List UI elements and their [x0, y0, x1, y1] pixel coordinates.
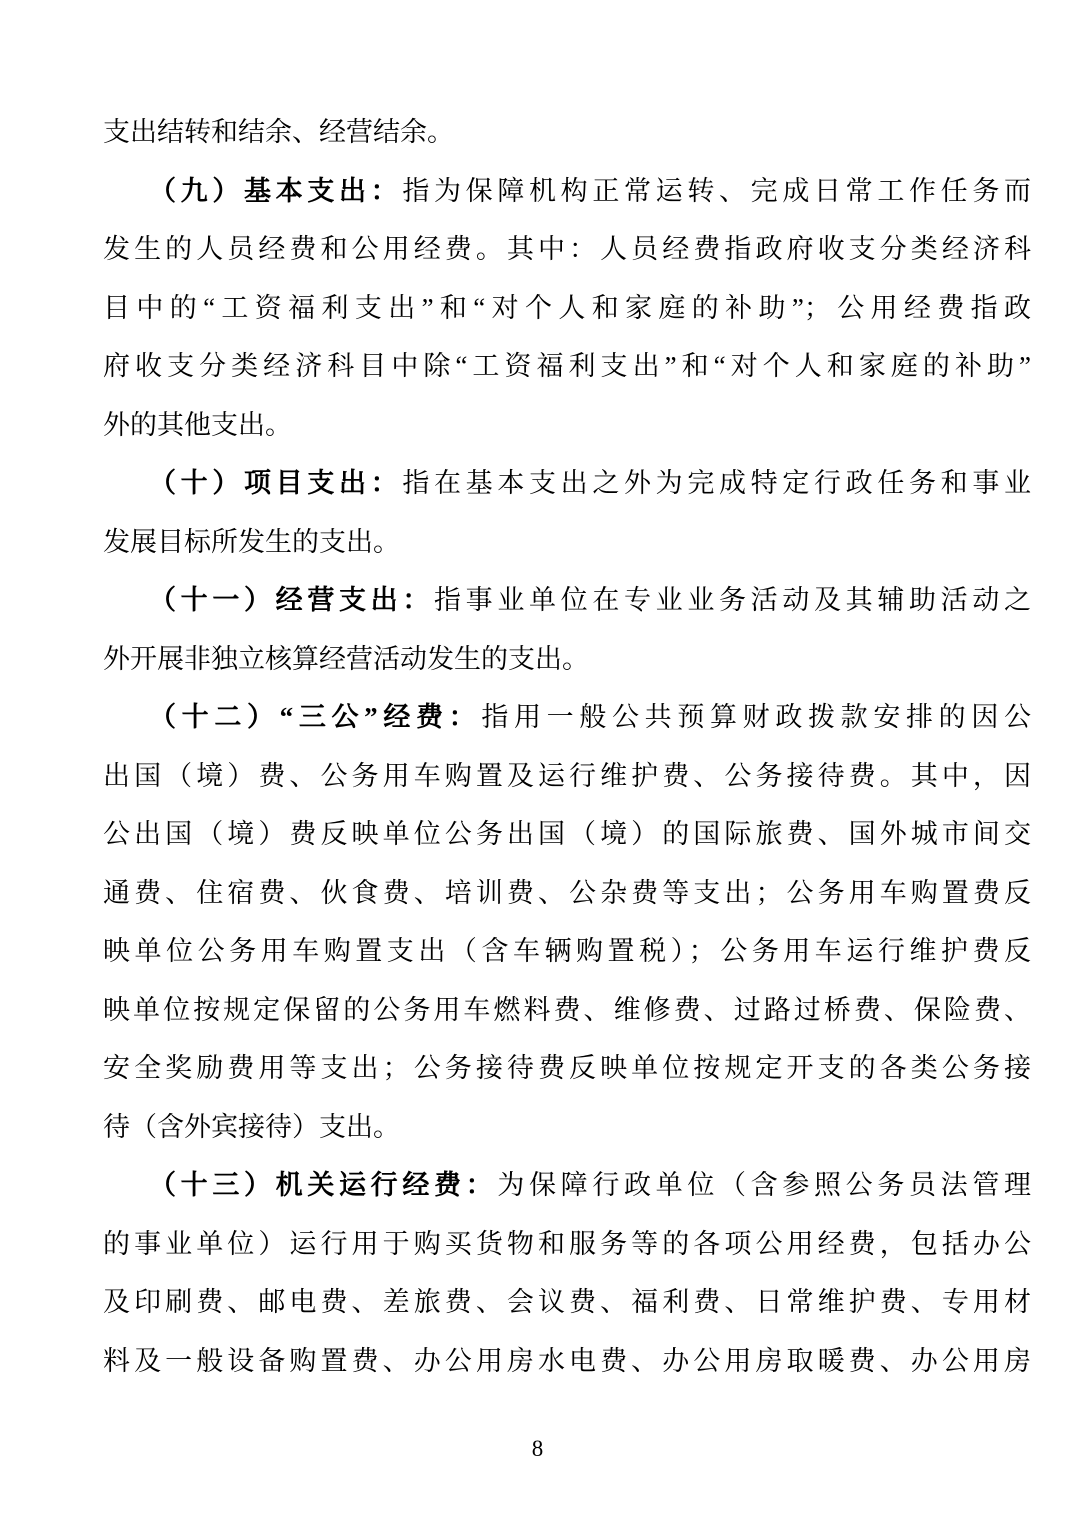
paragraph: [103, 103, 1031, 162]
text-line: [103, 103, 1031, 162]
paragraph: [103, 1156, 1031, 1390]
page-number: 8: [531, 1436, 544, 1461]
text-line: 外开展非独立核算经营活动发生的支出。: [103, 643, 589, 674]
text-line: 安全奖励费用等支出；公务接待费反映单位按规定开支的各类公务接: [103, 1053, 1031, 1083]
clause-text: 指在基本支出之外为完成特定行政任务和事业: [402, 468, 1032, 498]
clause-heading: （十一）经营支出：: [149, 585, 434, 615]
paragraph: [103, 162, 1031, 455]
text-line: 发展目标所发生的支出。: [103, 526, 400, 557]
text-line: 发生的人员经费和公用经费。其中：人员经费指政府收支分类经济科: [103, 234, 1031, 264]
paragraph: [103, 688, 1031, 1156]
paragraph: [103, 454, 1031, 571]
clause-heading: （九）基本支出：: [149, 175, 403, 206]
text-line: [103, 1156, 1031, 1215]
text-line: 映单位公务用车购置支出（含车辆购置税）；公务用车运行维护费反: [103, 936, 1031, 966]
paragraph: [103, 571, 1031, 688]
text-line: [103, 454, 1031, 513]
text-line: [103, 688, 1031, 747]
text-line: 的事业单位）运行用于购买货物和服务等的各项公用经费，包括办公: [103, 1228, 1031, 1259]
clause-text: 为保障行政单位（含参照公务员法管理: [497, 1170, 1032, 1200]
text-line: 出国（境）费、公务用车购置及运行维护费、公务接待费。其中，因: [103, 760, 1031, 791]
text-line: 映单位按规定保留的公务用车燃料费、维修费、过路过桥费、保险费、: [103, 994, 1031, 1025]
clause-text: 指事业单位在专业业务活动及其辅助活动之: [434, 585, 1031, 615]
text-line: [103, 162, 1031, 221]
text-line: 通费、住宿费、伙食费、培训费、公杂费等支出；公务用车购置费反: [103, 877, 1031, 908]
clause-heading: （十二）“三公”经费：: [149, 702, 482, 732]
text-line: 待（含外宾接待）支出。: [103, 1111, 400, 1142]
text-line: 料及一般设备购置费、办公用房水电费、办公用房取暖费、办公用房: [103, 1345, 1031, 1376]
text-line: [103, 571, 1031, 630]
text-line: 外的其他支出。: [103, 409, 292, 440]
text-line: 目中的“工资福利支出”和“对个人和家庭的补助”；公用经费指政: [103, 292, 1031, 323]
text-line: 公出国（境）费反映单位公务出国（境）的国际旅费、国外城市间交: [103, 819, 1031, 849]
text-line: 及印刷费、邮电费、差旅费、会议费、福利费、日常维护费、专用材: [103, 1287, 1031, 1317]
clause-text: 指为保障机构正常运转、完成日常工作任务而: [402, 175, 1032, 206]
text-line: 府收支分类经济科目中除“工资福利支出”和“对个人和家庭的补助”: [103, 351, 1031, 381]
clause-text: 指用一般公共预算财政拨款安排的因公: [481, 702, 1032, 732]
clause-text: 支出结转和结余、经营结余。: [103, 117, 454, 147]
clause-heading: （十）项目支出：: [149, 468, 403, 498]
clause-heading: （十三）机关运行经费：: [149, 1170, 498, 1200]
document-body: [103, 103, 1031, 1390]
